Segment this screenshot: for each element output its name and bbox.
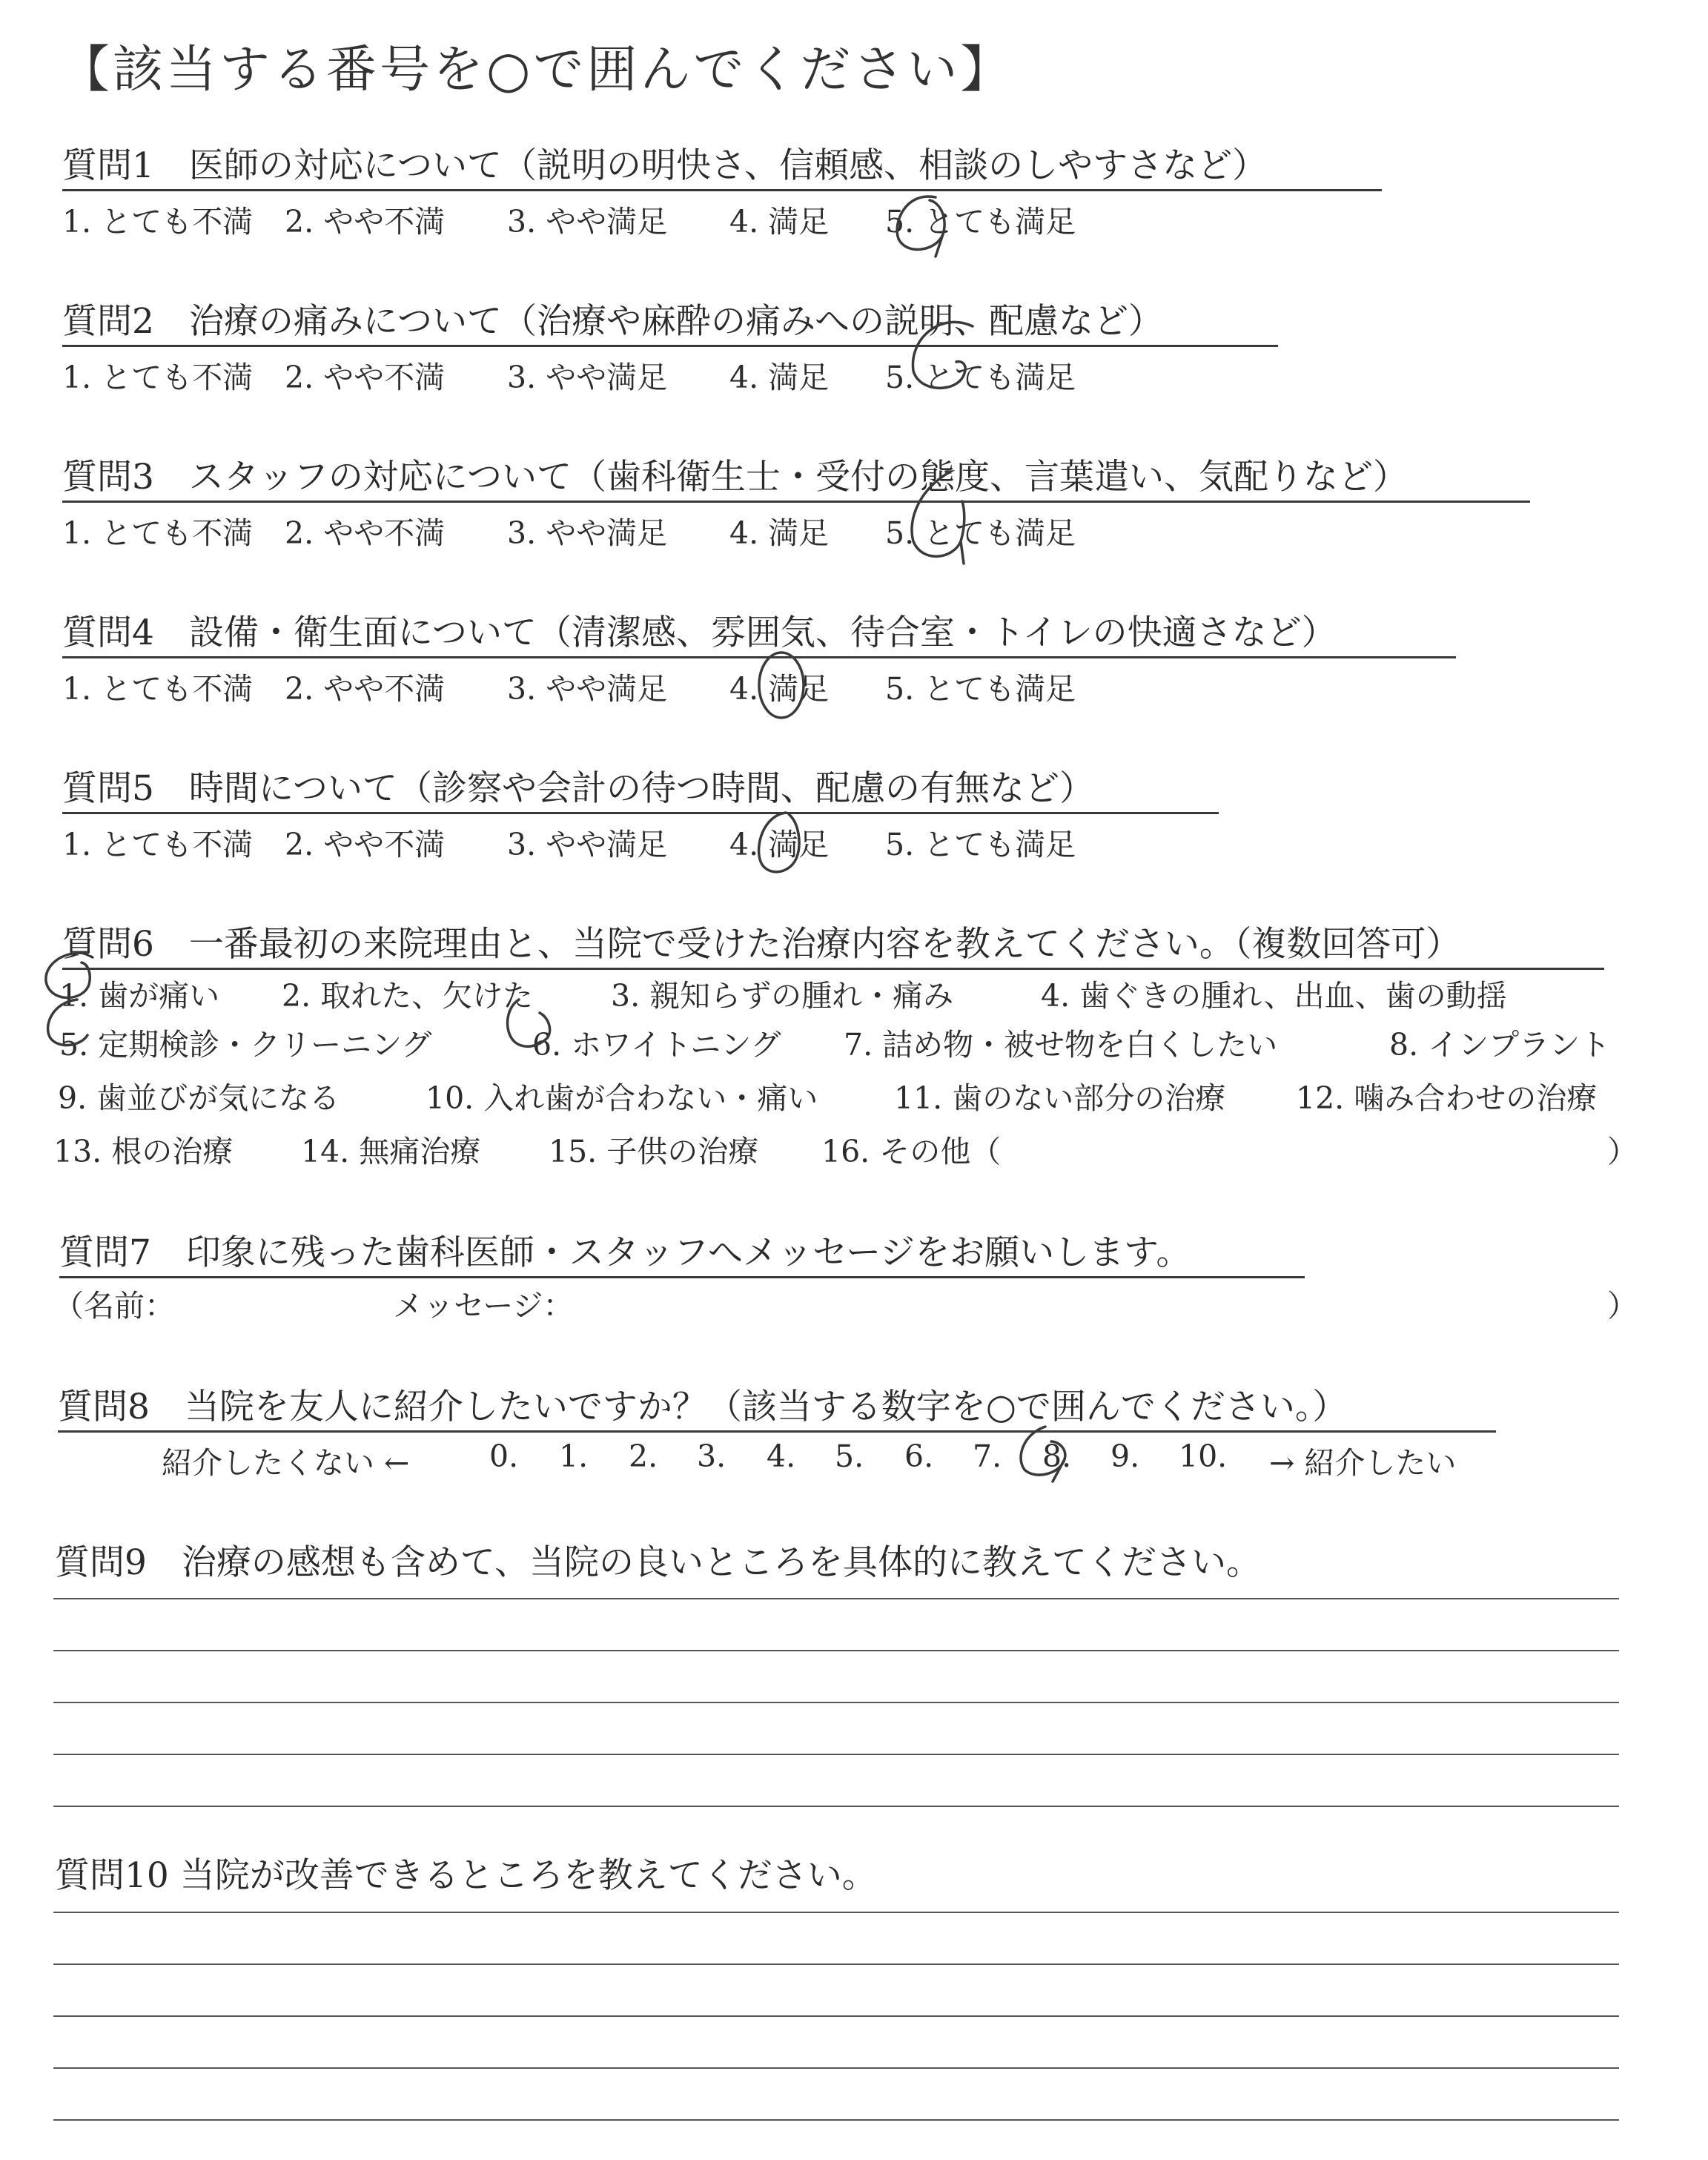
q9-answer-line[interactable] (53, 1806, 1619, 1807)
q9-answer-line[interactable] (53, 1754, 1619, 1755)
q6-option-12[interactable]: 12. 噛み合わせの治療 (1296, 1080, 1598, 1116)
q4-title: 質問4 設備・衛生面について（清潔感、雰囲気、待合室・トイレの快適さなど） (62, 605, 1456, 658)
q2-option-3[interactable]: 3. やや満足 (507, 360, 668, 395)
q8-option-3[interactable]: 3. (697, 1439, 726, 1474)
q2-option-4[interactable]: 4. 満足 (729, 360, 830, 395)
q2-option-5[interactable]: 5. とても満足 (885, 360, 1076, 395)
q9-answer-line[interactable] (53, 1650, 1619, 1651)
q10-answer-line[interactable] (53, 1912, 1619, 1913)
q10-answer-line[interactable] (53, 2119, 1619, 2121)
q5-options[interactable] (62, 820, 1076, 864)
q7-fields (0, 1281, 1708, 1326)
q6-option-13[interactable]: 13. 根の治療 (53, 1134, 234, 1169)
q6-option-10[interactable]: 10. 入れ歯が合わない・痛い (426, 1080, 818, 1116)
q1-options[interactable] (62, 197, 1076, 241)
q3-option-3[interactable]: 3. やや満足 (507, 515, 668, 551)
q8-scale (0, 1439, 1708, 1483)
q6-option-5[interactable]: 5. 定期検診・クリーニング (59, 1027, 432, 1063)
q6-option-15[interactable]: 15. 子供の治療 (549, 1134, 759, 1169)
q1-option-5[interactable]: 5. とても満足 (885, 204, 1076, 240)
q5-option-1[interactable]: 1. とても不満 (62, 827, 254, 862)
q4-option-1[interactable]: 1. とても不満 (62, 671, 254, 707)
q4-option-4[interactable]: 4. 満足 (729, 671, 830, 707)
q6-option-1[interactable]: 1. 歯が痛い (59, 978, 220, 1014)
q2-title: 質問2 治療の痛みについて（治療や麻酔の痛みへの説明、配慮など） (62, 294, 1278, 347)
q9-answer-line[interactable] (53, 1598, 1619, 1599)
q7-close-paren: ） (1607, 1288, 1638, 1324)
q6-title: 質問6 一番最初の来院理由と、当院で受けた治療内容を教えてください。（複数回答可） (62, 916, 1604, 970)
q3-title: 質問3 スタッフの対応について（歯科衛生士・受付の態度、言葉遣い、気配りなど） (62, 449, 1530, 503)
q8-option-1[interactable]: 1. (559, 1439, 589, 1474)
q8-option-10[interactable]: 10. (1179, 1439, 1228, 1474)
q4-option-2[interactable]: 2. やや不満 (285, 671, 446, 707)
q8-option-4[interactable]: 4. (767, 1439, 796, 1474)
q9-title: 質問9 治療の感想も含めて、当院の良いところを具体的に教えてください。 (55, 1542, 1261, 1583)
q4-option-3[interactable]: 3. やや満足 (507, 671, 668, 707)
q7-name-label[interactable]: （名前： (53, 1288, 175, 1324)
q8-right-label: → 紹介したい (1269, 1445, 1457, 1481)
q9-answer-line[interactable] (53, 1702, 1619, 1703)
q2-options[interactable] (62, 353, 1076, 397)
q6-option-8[interactable]: 8. インプラント (1389, 1027, 1611, 1063)
q5-option-2[interactable]: 2. やや不満 (285, 827, 446, 862)
q10-answer-line[interactable] (53, 2067, 1619, 2069)
page-title: 【該当する番号を○で囲んでください】 (59, 41, 1014, 99)
q1-option-4[interactable]: 4. 満足 (729, 204, 830, 240)
q8-option-0[interactable]: 0. (489, 1439, 519, 1474)
q8-title: 質問8 当院を友人に紹介したいですか？（該当する数字を○で囲んでください。） (58, 1379, 1496, 1433)
q8-left-label: 紹介したくない ← (162, 1445, 410, 1481)
q6-option-7[interactable]: 7. 詰め物・被せ物を白くしたい (844, 1027, 1278, 1063)
q6-option-3[interactable]: 3. 親知らずの腫れ・痛み (611, 978, 954, 1014)
q2-option-2[interactable]: 2. やや不満 (285, 360, 446, 395)
q6-option-14[interactable]: 14. 無痛治療 (301, 1134, 481, 1169)
q10-answer-line[interactable] (53, 1964, 1619, 1965)
q4-option-5[interactable]: 5. とても満足 (885, 671, 1076, 707)
q8-option-2[interactable]: 2. (629, 1439, 658, 1474)
q8-option-7[interactable]: 7. (973, 1439, 1002, 1474)
q5-option-3[interactable]: 3. やや満足 (507, 827, 668, 862)
q6-option-2[interactable]: 2. 取れた、欠けた (282, 978, 534, 1014)
q8-option-6[interactable]: 6. (904, 1439, 934, 1474)
q6-option-9[interactable]: 9. 歯並びが気になる (58, 1080, 340, 1116)
q1-option-1[interactable]: 1. とても不満 (62, 204, 254, 240)
q4-options[interactable] (62, 664, 1076, 708)
q10-title: 質問10 当院が改善できるところを教えてください。 (55, 1855, 877, 1896)
q6-option-6[interactable]: 6. ホワイトニング (532, 1027, 781, 1063)
q3-option-2[interactable]: 2. やや不満 (285, 515, 446, 551)
q5-title: 質問5 時間について（診察や会計の待つ時間、配慮の有無など） (62, 761, 1219, 814)
q8-option-9[interactable]: 9. (1110, 1439, 1140, 1474)
q3-option-1[interactable]: 1. とても不満 (62, 515, 254, 551)
q6-option-4[interactable]: 4. 歯ぐきの腫れ、出血、歯の動揺 (1041, 978, 1507, 1014)
q1-title: 質問1 医師の対応について（説明の明快さ、信頼感、相談のしやすさなど） (62, 138, 1382, 191)
q2-option-1[interactable]: 1. とても不満 (62, 360, 254, 395)
q5-option-4[interactable]: 4. 満足 (729, 827, 830, 862)
q5-option-5[interactable]: 5. とても満足 (885, 827, 1076, 862)
q10-answer-line[interactable] (53, 2015, 1619, 2017)
q1-option-2[interactable]: 2. やや不満 (285, 204, 446, 240)
q6-option-16[interactable]: 16. その他（ (821, 1134, 1002, 1169)
q6-options (0, 971, 1708, 1194)
q7-title: 質問7 印象に残った歯科医師・スタッフへメッセージをお願いします。 (59, 1225, 1305, 1278)
q6-option-11[interactable]: 11. 歯のない部分の治療 (894, 1080, 1226, 1116)
q1-option-3[interactable]: 3. やや満足 (507, 204, 668, 240)
q3-option-5[interactable]: 5. とても満足 (885, 515, 1076, 551)
q6-other-close-paren: ） (1607, 1134, 1638, 1169)
q3-options[interactable] (62, 509, 1076, 552)
q8-option-5[interactable]: 5. (835, 1439, 864, 1474)
q8-option-8[interactable]: 8. (1042, 1439, 1072, 1474)
q3-option-4[interactable]: 4. 満足 (729, 515, 830, 551)
q7-message-label[interactable]: メッセージ： (393, 1288, 574, 1324)
